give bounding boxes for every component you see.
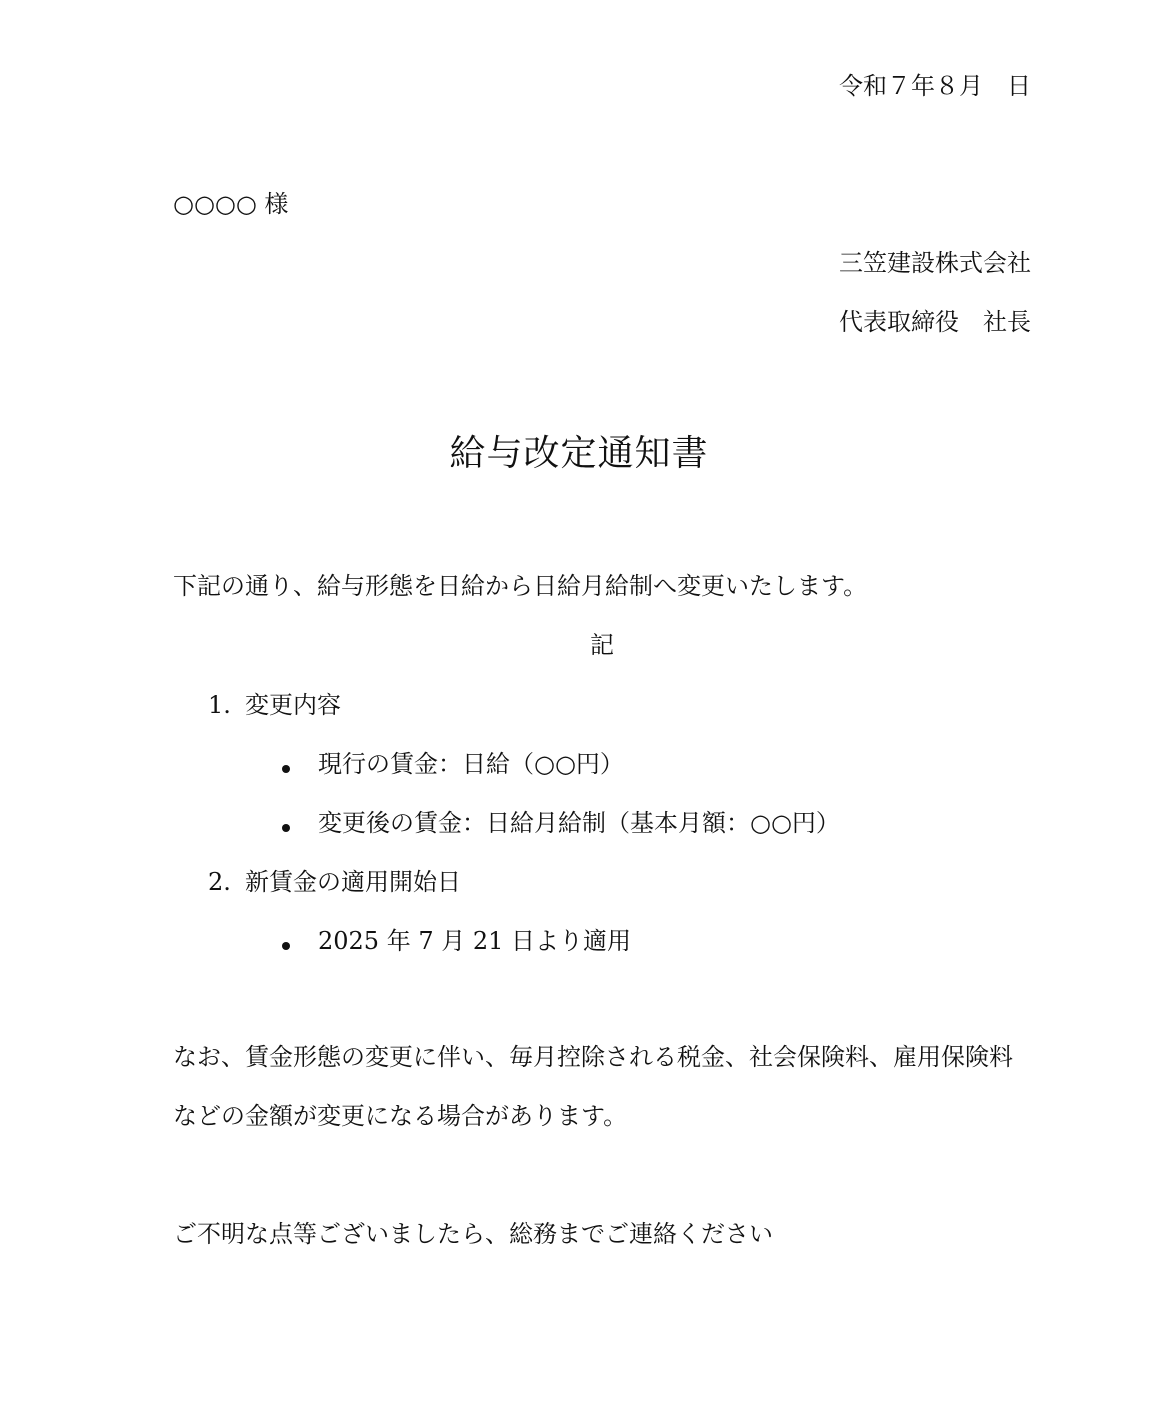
section-1-bullet-2: 変更後の賃金：日給月給制（基本月額：○○円） <box>318 809 840 837</box>
representative-title: 代表取締役 社長 <box>839 308 1031 336</box>
section-2-bullet-1: 2025 年 7 月 21 日より適用 <box>318 927 632 955</box>
section-2-heading: 新賃金の適用開始日 <box>245 868 461 896</box>
section-1-heading: 変更内容 <box>245 691 341 719</box>
ki-heading: 記 <box>590 631 614 659</box>
note-paragraph: なお、賃金形態の変更に伴い、毎月控除される税金、社会保険料、雇用保険料などの金額が変更になる場合があります。 <box>173 1043 1013 1130</box>
section-2-number: 2. <box>208 868 231 896</box>
bullet-dot <box>282 824 290 832</box>
section-1-number: 1. <box>208 691 231 719</box>
section-1-bullet-1: 現行の賃金：日給（○○円） <box>318 750 624 778</box>
intro-text: 下記の通り、給与形態を日給から日給月給制へ変更いたします。 <box>173 572 868 600</box>
closing-text: ご不明な点等ございましたら、総務までご連絡ください <box>173 1220 773 1248</box>
issue-date: 令和７年８月 日 <box>839 72 1031 100</box>
bullet-dot <box>282 942 290 950</box>
recipient-name: ○○○○ 様 <box>173 190 289 218</box>
document-title: 給与改定通知書 <box>449 433 709 474</box>
bullet-dot <box>282 765 290 773</box>
company-name: 三笠建設株式会社 <box>839 249 1031 277</box>
